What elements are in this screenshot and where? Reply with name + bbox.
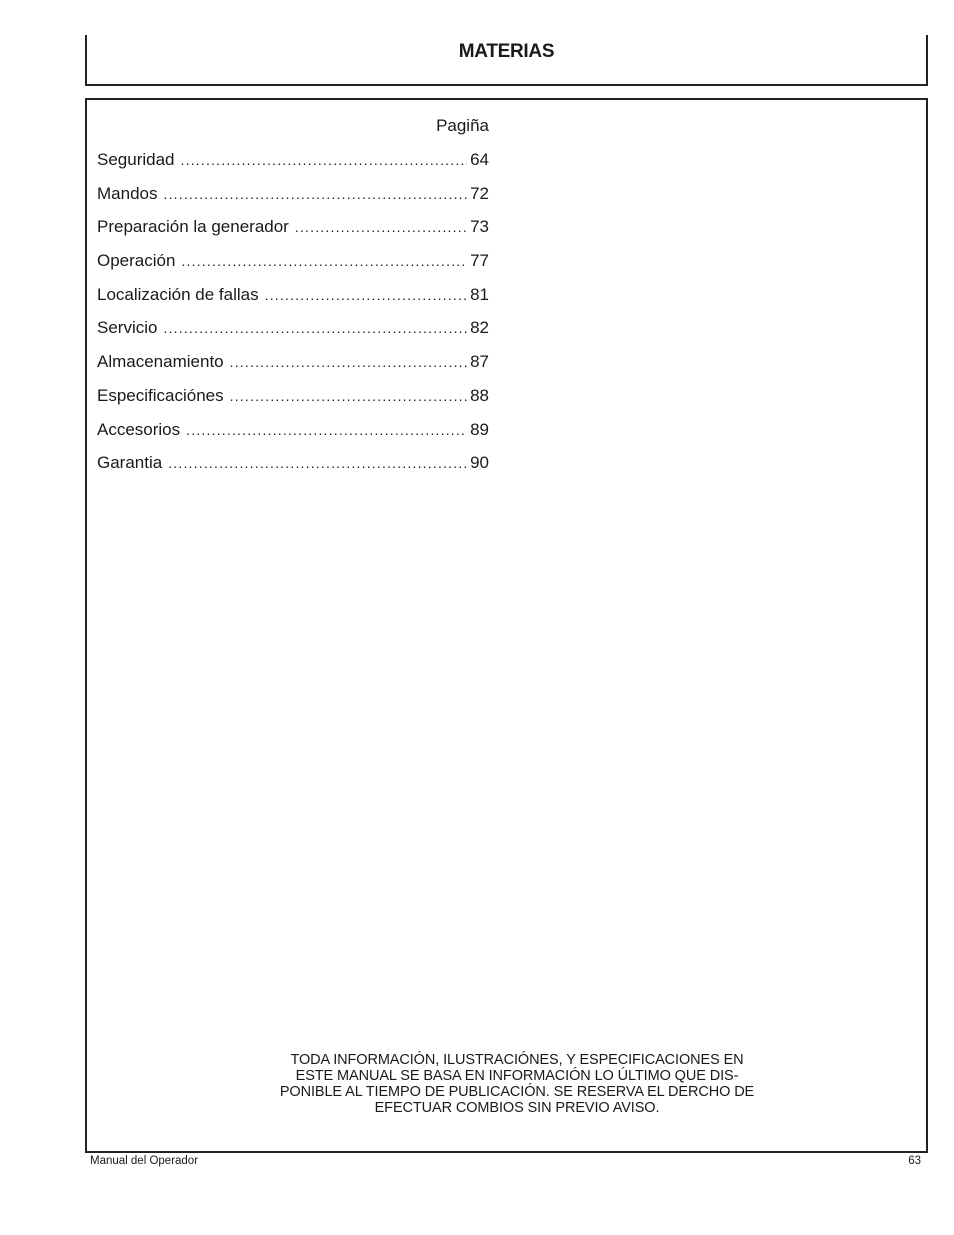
footer-page-number: 63 <box>908 1155 921 1167</box>
dot-leader <box>186 418 467 442</box>
toc-entry-page: 81 <box>470 284 489 304</box>
dot-leader <box>181 249 467 273</box>
toc-entry-especificaciones[interactable] <box>97 384 489 418</box>
toc-entry-label: Almacenamiento <box>97 352 224 372</box>
toc-entry-almacenamiento[interactable] <box>97 350 489 384</box>
toc-entry-operacion[interactable] <box>97 249 489 283</box>
footer-manual-label: Manual del Operador <box>90 1155 199 1167</box>
page-column-label: Pagiña <box>436 116 489 135</box>
toc-entry-label: Localización de fallas <box>97 284 259 304</box>
dot-leader <box>168 451 467 475</box>
toc-entry-page: 72 <box>470 183 489 203</box>
toc-entry-label: Operación <box>97 251 176 271</box>
toc-entry-localizacion[interactable] <box>97 283 489 317</box>
toc-entry-label: Mandos <box>97 183 158 203</box>
dot-leader <box>265 283 467 307</box>
table-of-contents <box>97 114 489 485</box>
notice-line: TODA INFORMACIÓN, ILUSTRACIÓNES, Y ESPECIFICACIONES EN <box>290 1052 744 1068</box>
toc-entry-accesorios[interactable] <box>97 418 489 452</box>
dot-leader <box>295 215 467 239</box>
toc-entry-label: Servicio <box>97 318 158 338</box>
notice-line: ESTE MANUAL SE BASA EN INFORMACIÓN LO ÚLTIMO QUE DIS- <box>295 1068 739 1084</box>
toc-entry-servicio[interactable] <box>97 316 489 350</box>
content-box <box>85 98 928 1153</box>
toc-entry-page: 77 <box>470 251 489 271</box>
toc-entry-label: Especificaciónes <box>97 385 224 405</box>
toc-entry-label: Preparación la generador <box>97 217 289 237</box>
dot-leader <box>163 182 467 206</box>
toc-entry-page: 90 <box>470 453 489 473</box>
toc-entry-label: Accesorios <box>97 419 181 439</box>
disclaimer-notice <box>247 1052 787 1116</box>
toc-entry-page: 88 <box>470 385 489 405</box>
page-title: MATERIAS <box>458 41 555 62</box>
toc-entry-mandos[interactable] <box>97 182 489 216</box>
toc-entry-page: 87 <box>470 352 489 372</box>
header-box <box>85 35 928 86</box>
dot-leader <box>163 316 467 340</box>
toc-entry-preparacion[interactable] <box>97 215 489 249</box>
toc-entry-label: Seguridad <box>97 150 175 169</box>
toc-entry-label: Garantia <box>97 453 163 473</box>
toc-entry-page: 82 <box>470 318 489 338</box>
notice-line: EFECTUAR COMBIOS SIN PREVIO AVISO. <box>374 1100 660 1116</box>
dot-leader <box>230 384 467 408</box>
toc-entry-page: 73 <box>470 217 489 237</box>
toc-entry-seguridad[interactable] <box>97 148 489 182</box>
toc-entry-page: 89 <box>470 419 489 439</box>
dot-leader <box>181 148 468 172</box>
toc-entry-garantia[interactable] <box>97 451 489 485</box>
dot-leader <box>230 350 467 374</box>
toc-entry-page: 64 <box>470 150 489 169</box>
notice-line: PONIBLE AL TIEMPO DE PUBLICACIÓN. SE RESERVA EL DERCHO DE <box>279 1084 755 1100</box>
